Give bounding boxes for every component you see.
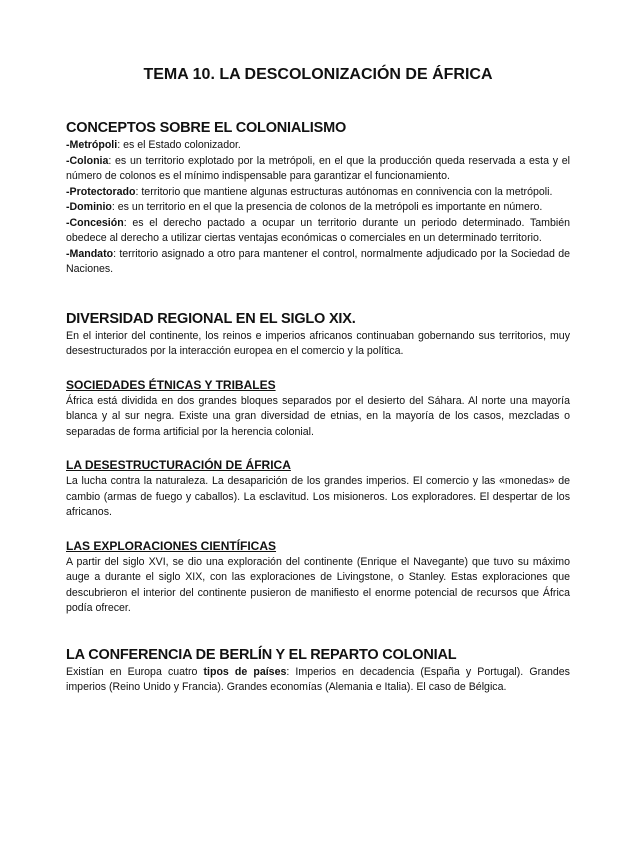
explorations-text: A partir del siglo XVI, se dio una exploración del continente (Enrique el Navegante) que tuvo su máximo auge a durante el siglo XIX, con las exploraciones de Livingstone, o Stanley. Estas exploraciones que descubrieron el interior del continente pusieron de manifiesto el enorme potencial de recursos que África podía ofrecer.	[66, 555, 570, 614]
berlin-text-before: Existían en Europa cuatro	[66, 665, 204, 678]
document-page	[66, 66, 570, 696]
explorations-section	[66, 539, 570, 617]
definition-text: : es un territorio en el que la presencia de colonos de la metrópoli es importante en número.	[111, 201, 543, 213]
berlin-section	[66, 647, 570, 696]
diversity-text: En el interior del continente, los reinos e imperios africanos continuaban gobernando sus territorios, muy desestructurados por la interacción europea en el comercio y la política.	[66, 329, 570, 357]
term-label: -Mandato	[66, 247, 114, 260]
definition-protectorado	[66, 185, 570, 201]
definition-text: : es el Estado colonizador.	[117, 139, 241, 151]
definition-metropoli	[66, 138, 570, 154]
page-title: TEMA 10. LA DESCOLONIZACIÓN DE ÁFRICA	[143, 66, 493, 83]
definition-mandato	[66, 247, 570, 278]
diversity-section	[66, 311, 570, 360]
berlin-bold-term: tipos de países	[203, 665, 287, 678]
destructuring-heading: LA DESESTRUCTURACIÓN DE ÁFRICA	[66, 458, 291, 472]
term-label: -Metrópoli	[66, 139, 118, 151]
ethnic-heading: SOCIEDADES ÉTNICAS Y TRIBALES	[66, 377, 276, 392]
term-label: -Protectorado	[66, 185, 136, 198]
concepts-section	[66, 120, 570, 278]
term-label: -Colonia	[66, 154, 109, 167]
explorations-heading: LAS EXPLORACIONES CIENTÍFICAS	[66, 538, 277, 553]
definition-text: : es un territorio explotado por la metrópoli, en el que la producción queda reservada a esta y el número de colonos es el mínimo indispensable para garantizar el funcionamiento.	[66, 154, 570, 182]
berlin-heading: LA CONFERENCIA DE BERLÍN Y EL REPARTO COLONIAL	[66, 646, 457, 663]
definition-concesion	[66, 216, 570, 247]
destructuring-section	[66, 458, 570, 521]
term-label: -Concesión	[66, 216, 124, 229]
definition-text: : territorio que mantiene algunas estructuras autónomas en connivencia con la metrópoli.	[135, 185, 553, 198]
berlin-text-after: : Imperios en decadencia (España y Portugal). Grandes imperios (Reino Unido y Francia). Grandes economías (Alemania e Italia). El caso de Bélgica.	[66, 665, 570, 693]
concepts-heading: CONCEPTOS SOBRE EL COLONIALISMO	[66, 120, 347, 136]
berlin-text	[66, 665, 570, 696]
definition-dominio	[66, 200, 570, 216]
definition-colonia	[66, 154, 570, 185]
definition-text: : es el derecho pactado a ocupar un territorio durante un periodo determinado. También obedece al derecho a utilizar ciertas ventajas económicas o comerciales en un determinado territorio.	[66, 216, 570, 244]
diversity-heading: DIVERSIDAD REGIONAL EN EL SIGLO XIX.	[66, 310, 356, 327]
definition-text: : territorio asignado a otro para mantener el control, normalmente adjudicado por la Sociedad de Naciones.	[66, 247, 570, 275]
destructuring-text: La lucha contra la naturaleza. La desaparición de los grandes imperios. El comercio y las «monedas» de cambio (armas de fuego y caballos). La esclavitud. Los misioneros. Los exploradores. El despertar de los africanos.	[66, 475, 570, 518]
ethnic-text: África está dividida en dos grandes bloques separados por el desierto del Sáhara. Al norte una mayoría blanca y al sur negra. Existe una gran diversidad de etnias, en la mayoría de los casos, mezcladas o separadas de forma artificial por la herencia colonial.	[66, 394, 570, 438]
term-label: -Dominio	[66, 201, 112, 213]
ethnic-section	[66, 378, 570, 441]
